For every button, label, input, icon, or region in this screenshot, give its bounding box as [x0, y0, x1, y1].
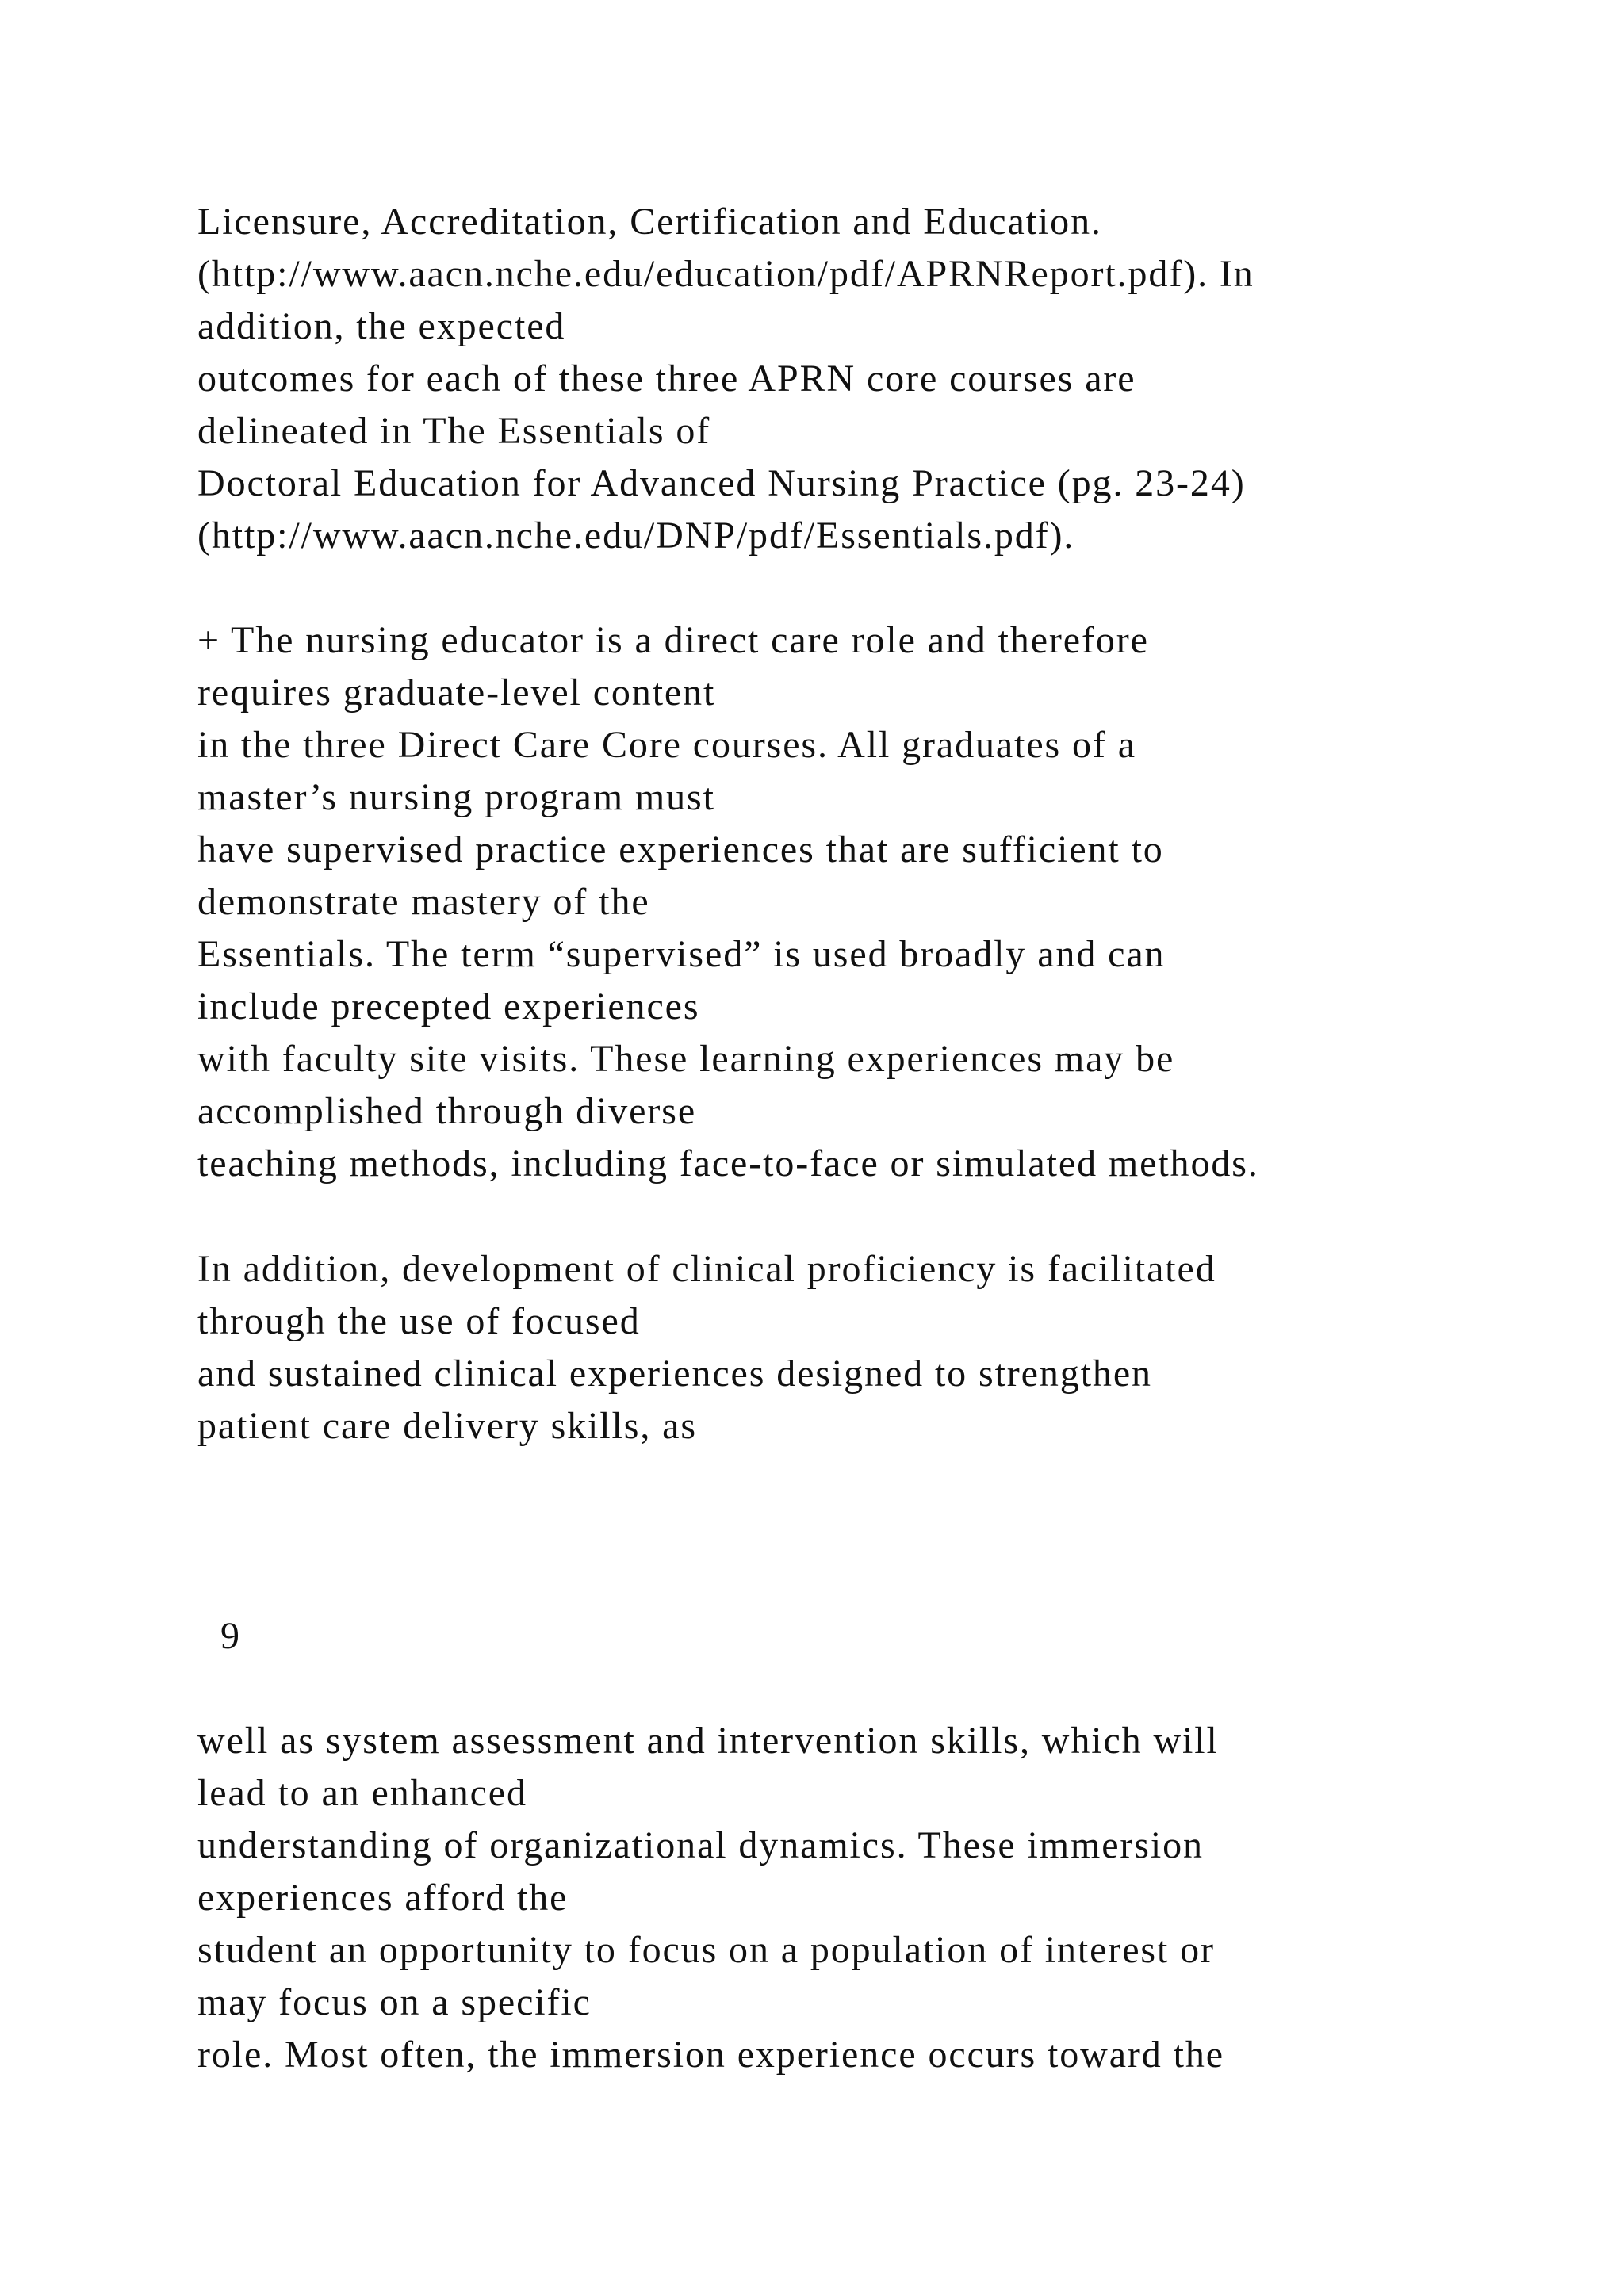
text-line: (http://www.aacn.nche.edu/education/pdf/APRNReport.pdf). In: [197, 253, 1254, 295]
text-line: delineated in The Essentials of: [197, 410, 711, 452]
text-line: may focus on a specific: [197, 1981, 592, 2023]
text-line: patient care delivery skills, as: [197, 1405, 697, 1447]
paragraph-aprn-references: [197, 196, 1545, 562]
text-line: role. Most often, the immersion experience occurs toward the: [197, 2034, 1224, 2076]
text-line: understanding of organizational dynamics. These immersion: [197, 1824, 1204, 1866]
text-line: (http://www.aacn.nche.edu/DNP/pdf/Essentials.pdf).: [197, 515, 1075, 557]
text-line: teaching methods, including face-to-face or simulated methods.: [197, 1142, 1259, 1184]
text-line: lead to an enhanced: [197, 1772, 527, 1814]
text-line: Essentials. The term “supervised” is used broadly and can: [197, 933, 1166, 975]
text-line: and sustained clinical experiences designed to strengthen: [197, 1353, 1152, 1395]
text-line: demonstrate mastery of the: [197, 881, 650, 923]
text-line: accomplished through diverse: [197, 1090, 697, 1132]
paragraph-clinical-proficiency: [197, 1243, 1545, 1452]
paragraph-nursing-educator: [197, 614, 1545, 1190]
text-line: requires graduate-level content: [197, 672, 716, 714]
text-line: have supervised practice experiences that are sufficient to: [197, 828, 1164, 871]
text-line: with faculty site visits. These learning experiences may be: [197, 1038, 1175, 1080]
text-line: well as system assessment and intervention skills, which will: [197, 1720, 1219, 1762]
text-line: include precepted experiences: [197, 985, 700, 1027]
text-line: addition, the expected: [197, 305, 566, 347]
text-line: in the three Direct Care Core courses. All graduates of a: [197, 724, 1136, 766]
text-line: outcomes for each of these three APRN core courses are: [197, 358, 1136, 400]
text-line: experiences afford the: [197, 1877, 569, 1919]
page-number: 9: [220, 1615, 239, 1657]
text-line: In addition, development of clinical proficiency is facilitated: [197, 1248, 1216, 1290]
text-line: student an opportunity to focus on a population of interest or: [197, 1929, 1215, 1971]
text-line: + The nursing educator is a direct care role and therefore: [197, 619, 1149, 661]
text-line: master’s nursing program must: [197, 776, 715, 818]
text-line: through the use of focused: [197, 1300, 641, 1342]
text-line: Licensure, Accreditation, Certification and Education.: [197, 201, 1102, 243]
text-line: Doctoral Education for Advanced Nursing Practice (pg. 23-24): [197, 462, 1246, 504]
paragraph-immersion-experience: [197, 1715, 1545, 2081]
